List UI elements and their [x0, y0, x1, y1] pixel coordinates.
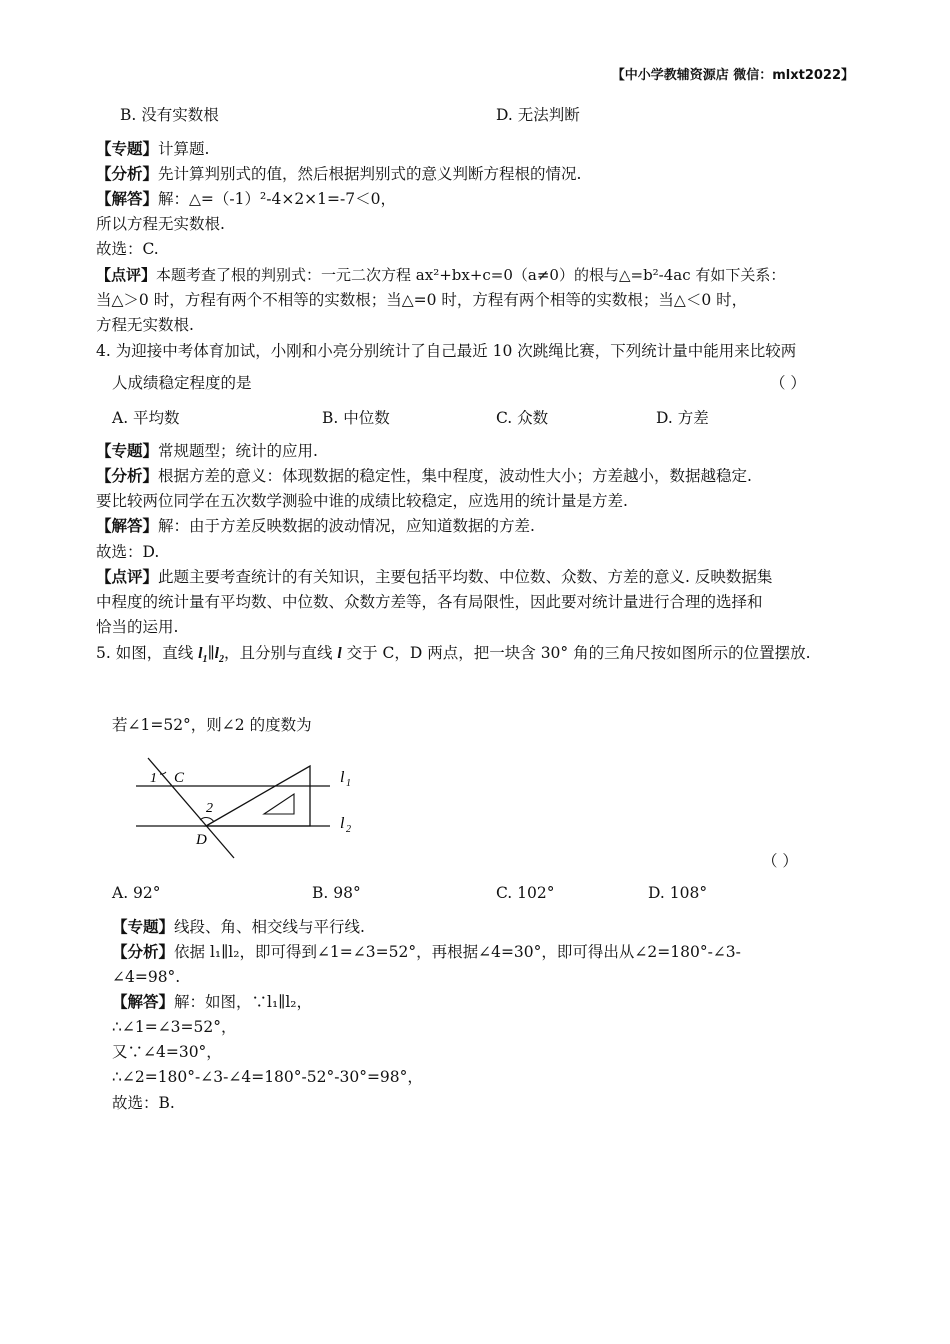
- l1-subscript: 1: [202, 654, 208, 666]
- q4-option-d: D. 方差: [656, 409, 709, 427]
- q4-stem: 4. 为迎接中考体育加试，小刚和小亮分别统计了自己最近 10 次跳绳比赛，下列统计量中能用来比较两: [96, 342, 797, 360]
- q5-option-c: C. 102°: [496, 884, 555, 902]
- q4-choice: 故选：D.: [96, 543, 160, 561]
- q3-comment-line2: 当△＞0 时，方程有两个不相等的实数根；当△=0 时，方程有两个相等的实数根；当△＜0 时，: [96, 291, 748, 309]
- label-l2: l: [340, 815, 345, 832]
- analysis-label: 【分析】: [96, 467, 159, 485]
- q5-stem-line2: 若∠1=52°，则∠2 的度数为: [112, 716, 312, 734]
- q4-answer-paren: （ ）: [770, 374, 806, 392]
- q4-stem-line2: 人成绩稳定程度的是: [112, 374, 252, 392]
- q4-comment-line3: 恰当的运用.: [96, 618, 179, 636]
- q5-answer-line3: 又∵∠4=30°，: [112, 1043, 222, 1061]
- q4-topic: [96, 440, 318, 462]
- analysis-label: 【分析】: [96, 165, 159, 183]
- q5-answer: [112, 991, 312, 1013]
- l2-letter: l: [214, 645, 219, 662]
- analysis-label: 【分析】: [112, 943, 175, 961]
- geometry-figure: [130, 752, 370, 868]
- q4-comment-line2: 中程度的统计量有平均数、中位数、众数方差等，各有局限性，因此要对统计量进行合理的选择和: [96, 593, 763, 611]
- q5-option-b: B. 98°: [312, 884, 361, 902]
- stem-part-a: 5. 如图，直线: [96, 644, 199, 662]
- q5-answer-paren: （ ）: [762, 852, 798, 870]
- analysis-text: 根据方差的意义：体现数据的稳定性，集中程度，波动性大小；方差越小，数据越稳定.: [158, 467, 752, 485]
- q4-analysis-line2: 要比较两位同学在五次数学测验中谁的成绩比较稳定，应选用的统计量是方差.: [96, 492, 628, 510]
- comment-label: 【点评】: [96, 568, 159, 586]
- q4-option-a: A. 平均数: [112, 409, 180, 427]
- q3-choice: 故选：C.: [96, 240, 159, 258]
- q4-comment: [96, 566, 772, 588]
- q3-comment-line3: 方程无实数根.: [96, 316, 194, 334]
- q3-comment: [96, 264, 785, 286]
- topic-text: 计算题.: [158, 140, 210, 158]
- topic-text: 常规题型；统计的应用.: [158, 442, 318, 460]
- answer-label: 【解答】: [96, 517, 159, 535]
- line-l: [148, 758, 234, 858]
- q5-answer-line2: ∴∠1=∠3=52°，: [112, 1018, 237, 1036]
- page-header: 【中小学教辅资源店 微信：mlxt2022】: [611, 68, 854, 83]
- parallel-symbol: ∥: [207, 644, 215, 662]
- stem-part-b: ，且分别与直线: [223, 644, 338, 662]
- comment-label: 【点评】: [96, 266, 157, 284]
- l1-letter: l: [198, 645, 203, 662]
- answer-label: 【解答】: [112, 993, 175, 1011]
- set-square-inner: [264, 794, 294, 814]
- line-l2: [214, 645, 224, 666]
- answer-label: 【解答】: [96, 190, 159, 208]
- answer-text: 解：由于方差反映数据的波动情况，应知道数据的方差.: [158, 517, 535, 535]
- answer-text: 解：△=（-1）²-4×2×1=-7＜0，: [158, 190, 396, 208]
- l2-subscript: 2: [218, 654, 224, 666]
- q4-option-c: C. 众数: [496, 409, 549, 427]
- stem-part-c: 交于 C，D 两点，把一块含 30° 角的三角尺按如图所示的位置摆放.: [341, 644, 811, 662]
- line-l: l: [337, 645, 342, 662]
- label-l2-sub: 2: [346, 824, 351, 835]
- label-l1-sub: 1: [346, 778, 351, 789]
- q3-option-d: D. 无法判断: [496, 106, 580, 124]
- q3-answer: [96, 188, 396, 210]
- topic-label: 【专题】: [96, 140, 159, 158]
- q5-option-d: D. 108°: [648, 884, 708, 902]
- label-1: 1: [150, 771, 157, 786]
- q5-choice: 故选：B.: [112, 1094, 175, 1112]
- comment-text: 此题主要考查统计的有关知识，主要包括平均数、中位数、众数、方差的意义. 反映数据集: [158, 568, 773, 586]
- analysis-text: 依据 l₁∥l₂，即可得到∠1=∠3=52°，再根据∠4=30°，即可得出从∠2=180°-∠3-: [174, 943, 741, 961]
- q5-analysis-line2: ∠4=98°.: [112, 968, 181, 986]
- q3-topic: [96, 138, 209, 160]
- label-2: 2: [206, 801, 213, 816]
- comment-text: 本题考查了根的判别式：一元二次方程 ax²+bx+c=0（a≠0）的根与△=b²-4ac 有如下关系：: [156, 266, 786, 284]
- q4-option-b: B. 中位数: [322, 409, 390, 427]
- topic-label: 【专题】: [112, 918, 175, 936]
- q3-option-b: B. 没有实数根: [120, 106, 219, 124]
- topic-text: 线段、角、相交线与平行线.: [174, 918, 365, 936]
- q4-analysis: [96, 465, 752, 487]
- q4-answer: [96, 515, 535, 537]
- label-l1: l: [340, 769, 345, 786]
- q5-stem: [96, 642, 811, 665]
- label-d: D: [196, 832, 207, 848]
- q5-answer-line4: ∴∠2=180°-∠3-∠4=180°-52°-30°=98°，: [112, 1068, 423, 1086]
- analysis-text: 先计算判别式的值，然后根据判别式的意义判断方程根的情况.: [158, 165, 582, 183]
- q3-analysis: [96, 163, 581, 185]
- q5-analysis: [112, 941, 741, 963]
- label-c: C: [174, 770, 185, 786]
- q5-option-a: A. 92°: [112, 884, 161, 902]
- q3-answer-line2: 所以方程无实数根.: [96, 215, 225, 233]
- answer-text: 解：如图，∵l₁∥l₂，: [174, 993, 313, 1011]
- q5-topic: [112, 916, 365, 938]
- topic-label: 【专题】: [96, 442, 159, 460]
